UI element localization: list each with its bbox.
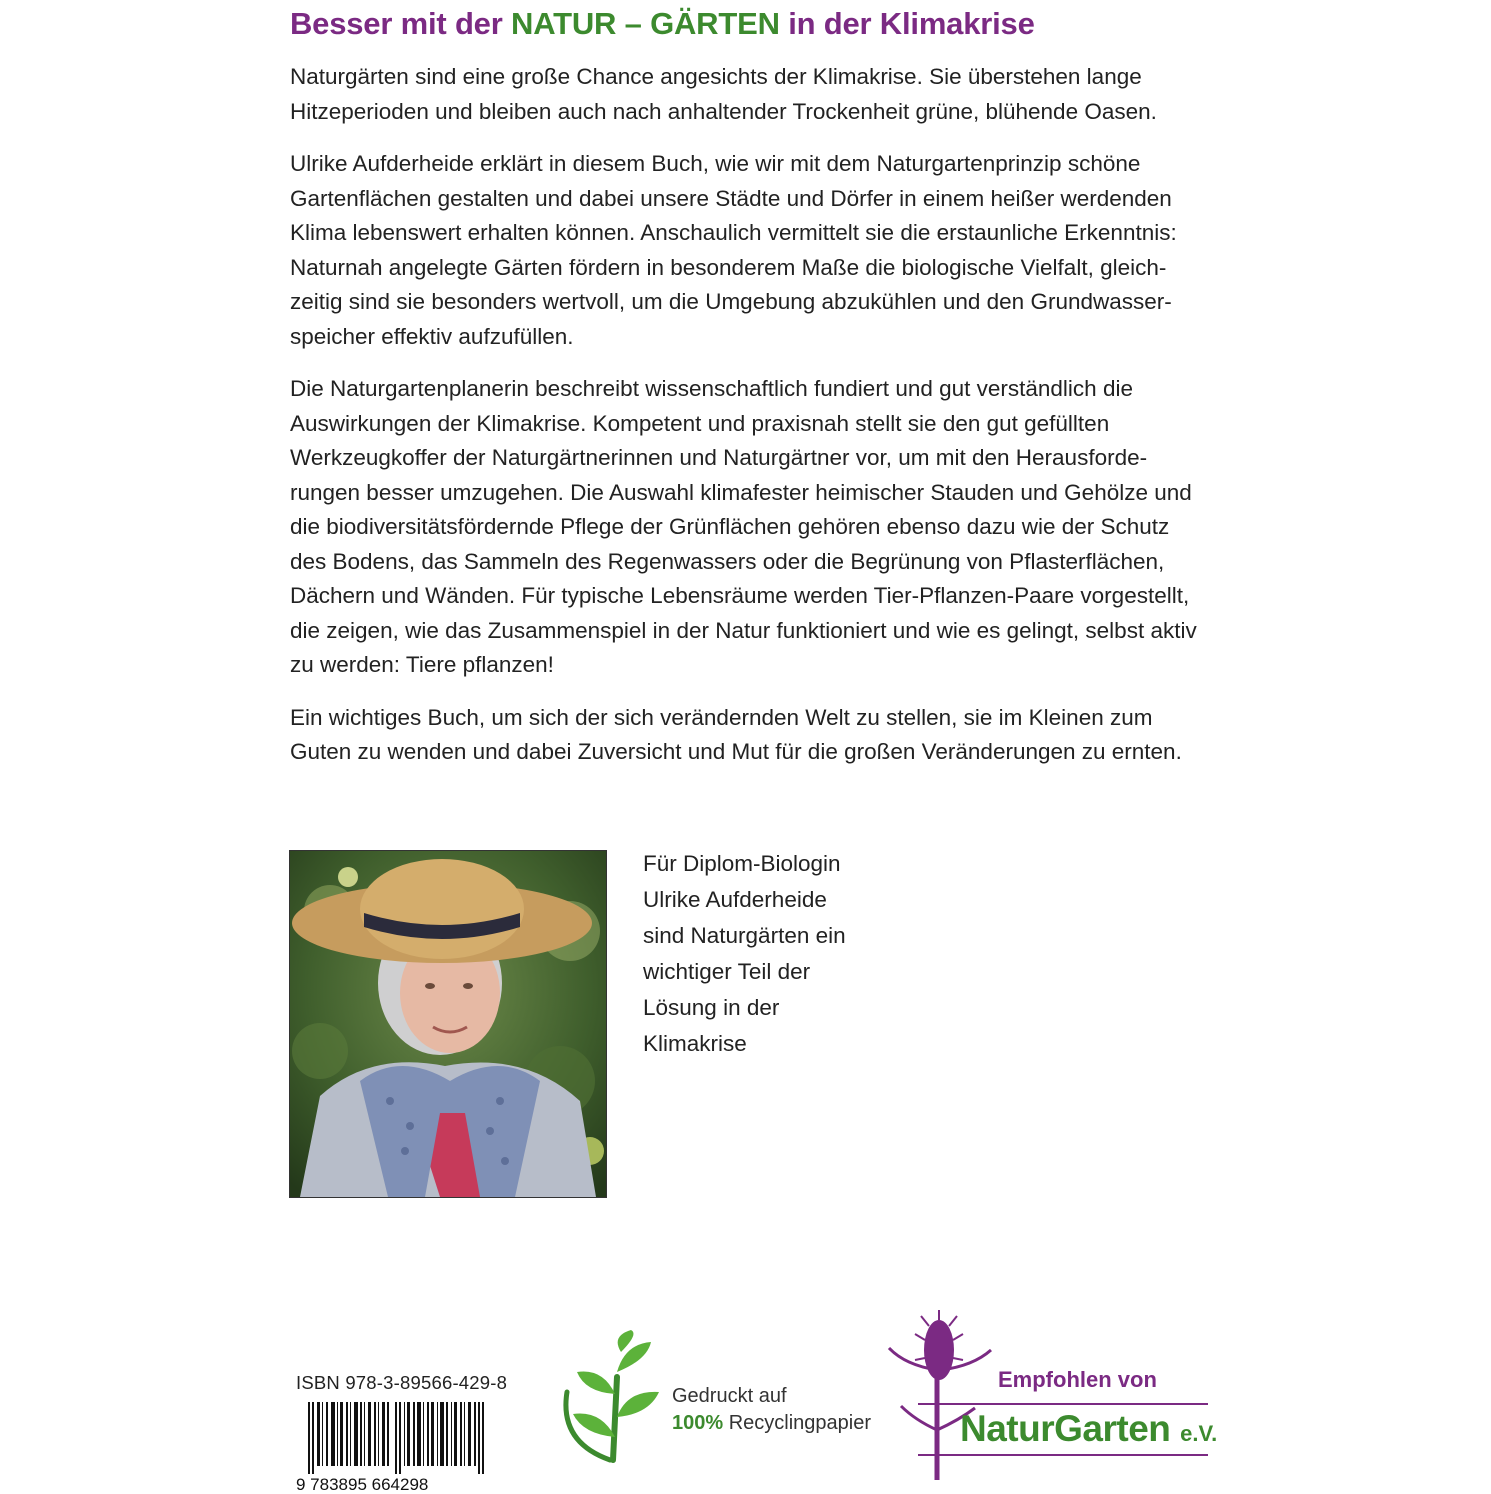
title-part-2: in der Klimakrise — [788, 6, 1035, 41]
recycling-line-1: Gedruckt auf — [672, 1385, 787, 1407]
org-name: NaturGarten — [960, 1408, 1171, 1449]
author-photo — [289, 850, 607, 1198]
paragraph-3: Die Naturgartenplanerin beschreibt wissenschaftlich fundiert und gut verständlich die Auswirkungen der Klimakrise. Kompetent und praxisnah stellt sie den gut gefüllten Werkzeugkoffer der Naturgärtnerinnen und Naturgärtner vor, um mit den Herausforde-rungen besser umzugehen. Die Auswahl klimafester heimischer Stauden und Gehölze und die biodiversitätsfördernde Pflege der Grünflächen gehören ebenso dazu wie der Schutz des Bodens, das Sammeln des Regenwassers oder die Begrünung von Pflasterflächen, Dächern und Wänden. Für typische Lebensräume werden Tier-Pflanzen-Paare vorgestellt, die zeigen, wie das Zusammenspiel in der Natur funktioniert und wie es gelingt, selbst aktiv zu werden: Tiere pflanzen! — [290, 376, 1197, 677]
logo-rule-top — [918, 1403, 1208, 1405]
paragraph-1: Naturgärten sind eine große Chance angesichts der Klimakrise. Sie überstehen lange Hitzeperioden und bleiben auch nach anhaltender Trockenheit grüne, blühende Oasen. — [290, 64, 1157, 124]
author-caption: Für Diplom-Biologin Ulrike Aufderheide sind Naturgärten ein wichtiger Teil der Lösung in der Klimakrise — [643, 851, 846, 1056]
org-suffix: e.V. — [1180, 1421, 1218, 1446]
barcode-digits: 9 783895 664298 — [296, 1475, 429, 1494]
naturgarten-logo — [960, 1408, 1217, 1450]
recycling-leaf-icon — [555, 1322, 670, 1464]
recommended-by-label: Empfohlen von — [998, 1367, 1157, 1392]
isbn-label: ISBN 978-3-89566-429-8 — [296, 1372, 508, 1393]
blurb-text — [290, 60, 1205, 788]
recycling-line-2: Recyclingpapier — [728, 1412, 872, 1434]
barcode-image — [296, 1402, 506, 1494]
paragraph-4: Ein wichtiges Buch, um sich der sich verändernden Welt zu stellen, sie im Kleinen zum Guten zu wenden und dabei Zuversicht und Mut für die großen Veränderungen zu ernten. — [290, 704, 1182, 764]
recycling-note — [672, 1383, 871, 1437]
page-title — [290, 6, 1035, 42]
paragraph-2: Ulrike Aufderheide erklärt in diesem Buch, wie wir mit dem Naturgartenprinzip schöne Gartenflächen gestalten und dabei unsere Städte und Dörfer in einem heißer werdenden Klima lebenswert erhalten können. Anschaulich vermittelt sie die erstaunliche Erkenntnis: Naturnah angelegte Gärten fördern in besonderem Maße die biologische Vielfalt, gleich-zeitig sind sie besonders wertvoll, um die Umgebung abzukühlen und den Grundwasser-speicher effektiv aufzufüllen. — [290, 151, 1177, 349]
recycling-percent: 100% — [672, 1412, 724, 1434]
title-part-1: Besser mit der — [290, 6, 503, 41]
logo-rule-bottom — [918, 1454, 1208, 1456]
isbn-block — [296, 1372, 506, 1494]
title-highlight: NATUR – GÄRTEN — [511, 6, 780, 41]
